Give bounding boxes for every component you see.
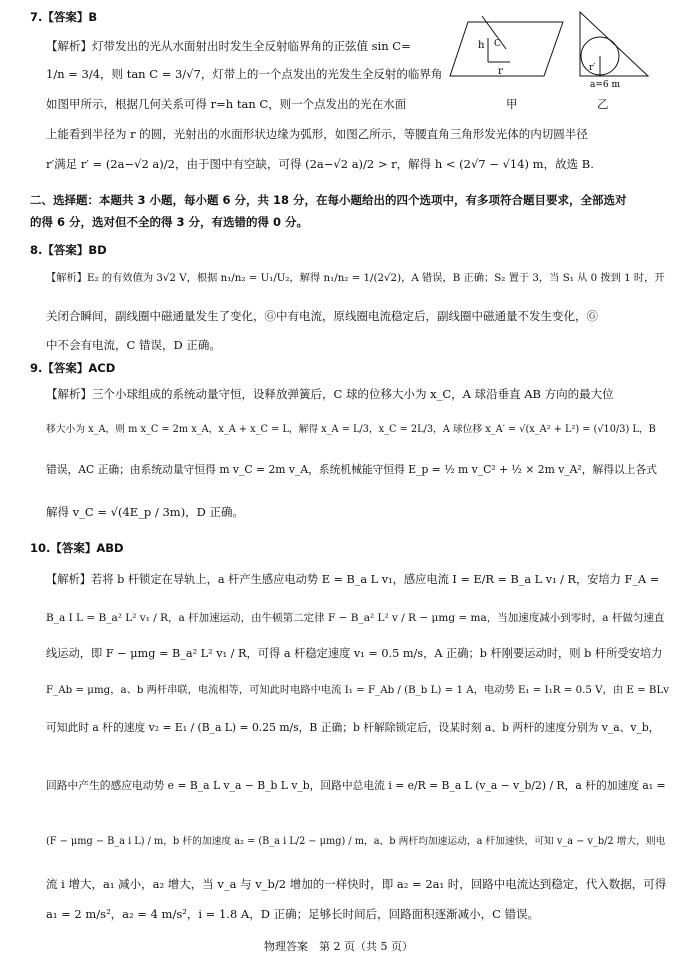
q9-line-3: 错误，AC 正确；由系统动量守恒得 m v_C = 2m v_A，系统机械能守恒得 E_p = ½ m v_C² + ½ × 2m v_A²，解得以上各式	[46, 463, 657, 476]
q8-line-3: 中不会有电流，C 错误，D 正确。	[46, 338, 221, 352]
q9-line-1: 【解析】三个小球组成的系统动量守恒，设释放弹簧后，C 球的位移大小为 x_C，A 球沿垂直 AB 方向的最大位	[46, 387, 614, 401]
q10-line-9: a₁ = 2 m/s²，a₂ = 4 m/s²，i = 1.8 A，D 正确；足够长时间后，回路面积逐渐减小，C 错误。	[46, 907, 540, 921]
q7-answer: 7.【答案】B	[30, 10, 98, 24]
q7-line-4: 上能看到半径为 r 的圆，光射出的水面形状边缘为弧形，如图乙所示，等腰直角三角形发光体的内切圆半径	[46, 127, 588, 141]
q8-line-1: 【解析】E₂ 的有效值为 3√2 V，根据 n₁/n₂ = U₁/U₂，解得 n₁/n₂ = 1/(2√2)，A 错误，B 正确；S₂ 置于 3，当 S₁ 从 0 拨到 1 时，开	[46, 272, 665, 284]
jia-c-label: C	[494, 39, 501, 49]
q10-line-7: (F − μmg − B_a i L) / m，b 杆的加速度 a₂ = (B_a i L/2 − μmg) / m，a、b 两杆均加速运动，a 杆加速快，可知 v_a − v_b/2 增大，则电	[46, 836, 666, 847]
yi-r-prime-label: r′	[589, 63, 596, 73]
jia-h-label: h	[478, 40, 485, 51]
figure-yi	[576, 8, 656, 90]
q7-line-3: 如图甲所示，根据几何关系可得 r=h tan C，则一个点发出的光在水面	[46, 97, 407, 111]
q8-answer: 8.【答案】BD	[30, 243, 107, 257]
q9-line-4: 解得 v_C = √(4E_p / 3m)，D 正确。	[46, 505, 245, 519]
section2-line-2: 的得 6 分，选对但不全的得 3 分，有选错的得 0 分。	[30, 215, 309, 229]
yi-a-label: a=6 m	[590, 80, 621, 90]
q10-line-6: 回路中产生的感应电动势 e = B_a L v_a − B_b L v_b，回路中总电流 i = e/R = B_a L (v_a − v_b/2) / R，a 杆的加速度 a₁ =	[46, 779, 666, 792]
figure-yi-caption: 乙	[597, 97, 609, 111]
jia-r-label: r	[498, 66, 503, 77]
q10-answer: 10.【答案】ABD	[30, 541, 124, 555]
q7-line-2: 1/n = 3/4，则 tan C = 3/√7，灯带上的一个点发出的光发生全反射的临界角	[46, 67, 443, 81]
figure-jia	[448, 14, 566, 84]
q10-line-5: 可知此时 a 杆的速度 v₂ = E₁ / (B_a L) = 0.25 m/s，B 正确；b 杆解除锁定后，设某时刻 a、b 两杆的速度分别为 v_a、v_b，	[46, 721, 660, 734]
q10-line-8: 流 i 增大，a₁ 减小，a₂ 增大，当 v_a 与 v_b/2 增加的一样快时，即 a₂ = 2a₁ 时，回路中电流达到稳定，代入数据，可得	[46, 877, 667, 891]
q9-answer: 9.【答案】ACD	[30, 361, 116, 375]
q8-line-2: 关闭合瞬间，副线圈中磁通量发生了变化，Ⓖ中有电流，原线圈电流稳定后，副线圈中磁通量不发生变化，Ⓖ	[46, 309, 598, 323]
q9-line-2: 移大小为 x_A，则 m x_C = 2m x_A，x_A + x_C = L，解得 x_A = L/3，x_C = 2L/3，A 球位移 x_A′ = √(x_A² + L²) = (√10/3) L，B	[46, 424, 656, 435]
q10-line-2: B_a I L = B_a² L² v₁ / R，a 杆加速运动，由牛顿第二定律 F − B_a² L² v / R − μmg = ma，当加速度减小到零时，a 杆做匀速直	[46, 612, 665, 624]
figure-jia-caption: 甲	[506, 97, 518, 111]
q7-line-5: r′满足 r′ = (2a−√2 a)/2，由于图中有空缺，可得 (2a−√2 a)/2 > r，解得 h < (2√7 − √14) m，故选 B.	[46, 157, 594, 171]
water-surface-shape	[450, 22, 563, 76]
q7-line-1: 【解析】灯带发出的光从水面射出时发生全反射临界角的正弦值 sin C=	[46, 39, 411, 53]
page-footer: 物理答案 第 2 页（共 5 页）	[264, 940, 413, 953]
q10-line-3: 线运动，即 F − μmg = B_a² L² v₁ / R，可得 a 杆稳定速度 v₁ = 0.5 m/s，A 正确；b 杆刚要运动时，则 b 杆所受安培力	[46, 647, 663, 660]
section2-line-1: 二、选择题：本题共 3 小题，每小题 6 分，共 18 分，在每小题给出的四个选项中，有多项符合题目要求，全部选对	[30, 193, 627, 207]
q10-line-1: 【解析】若将 b 杆锁定在导轨上，a 杆产生感应电动势 E = B_a L v₁，感应电流 I = E/R = B_a L v₁ / R，安培力 F_A =	[46, 573, 660, 586]
q10-line-4: F_Ab = μmg，a、b 两杆串联，电流相等，可知此时电路中电流 I₁ = F_Ab / (B_b L) = 1 A，电动势 E₁ = I₁R = 0.5 V，由 E = BLv	[46, 684, 670, 696]
